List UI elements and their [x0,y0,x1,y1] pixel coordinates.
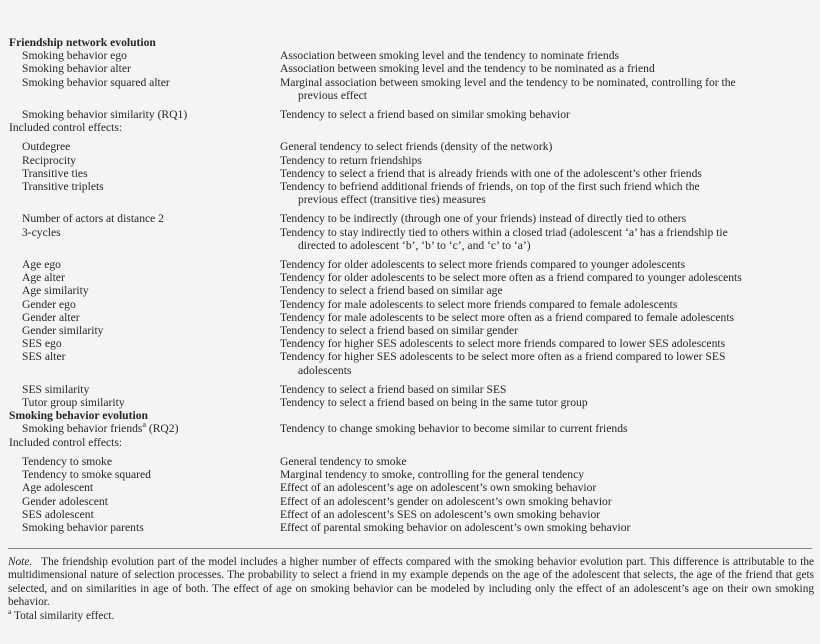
table-row [0,49,820,62]
table-section-heading-row [0,409,820,422]
table-row [0,481,820,494]
effect-description-continuation: previous effect [298,88,367,102]
effect-description: Tendency for older adolescents to be select more often as a friend compared to younger adolescents [280,271,742,285]
table-row [0,258,820,271]
effect-label: 3-cycles [22,225,61,239]
effect-label: SES ego [22,337,62,351]
footnote-text: Total similarity effect. [11,609,115,622]
effect-label: Included control effects: [9,121,123,135]
table-row [0,383,820,396]
effect-description: Effect of parental smoking behavior on adolescent’s own smoking behavior [280,520,631,534]
effect-label: Included control effects: [9,435,123,449]
table-body [0,36,820,534]
effect-label: Smoking behavior alter [22,62,131,76]
note-label: Note. [8,556,33,568]
effect-description: General tendency to select friends (density of the network) [280,140,553,154]
effect-description: Tendency for older adolescents to select more friends compared to younger adolescents [280,258,686,272]
effect-description: Tendency to select a friend based on being in the same tutor group [280,396,588,410]
effect-description: Association between smoking level and the tendency to be nominated as a friend [280,62,655,76]
effect-description-continuation: directed to adolescent ‘b’, ‘b’ to ‘c’, and ‘c’ to ‘a’) [298,238,531,252]
effect-label: Gender adolescent [22,494,108,508]
table-row [0,212,820,225]
effect-label: Gender alter [22,310,80,324]
effect-label: Outdegree [22,140,71,154]
table-row [0,271,820,284]
effect-description [280,121,814,134]
table-row [0,284,820,297]
table-row [0,140,820,153]
effect-label: SES alter [22,350,66,364]
table-note [8,556,814,623]
effect-label: Smoking behavior squared alter [22,75,170,89]
table-row [0,495,820,508]
effect-label: Age similarity [22,284,89,298]
effect-description: Tendency to return friendships [280,153,422,167]
effect-description: Tendency to select a friend based on similar age [280,284,503,298]
table-row [0,76,820,102]
effect-label: Age adolescent [22,481,94,495]
effect-label: Reciprocity [22,153,77,167]
effect-description: Association between smoking level and the tendency to nominate friends [280,49,620,63]
effect-description [280,436,814,449]
footnote [8,606,814,623]
table-section-heading-row [0,36,820,49]
effect-label: Age alter [22,271,65,285]
effect-label: Smoking behavior similarity (RQ1) [22,108,188,122]
effect-description: Tendency to select a friend based on similar smoking behavior [280,108,570,122]
table-row [0,350,820,376]
effect-label: Tendency to smoke squared [22,468,151,482]
effect-label: Gender similarity [22,324,104,338]
effect-label: SES adolescent [22,507,94,521]
table-row [0,521,820,534]
effect-label: Number of actors at distance 2 [22,212,164,226]
effect-description: Tendency for higher SES adolescents to select more friends compared to lower SES adolescents [280,337,726,351]
table-row [0,436,820,449]
effect-description: Tendency to select a friend based on similar gender [280,324,519,338]
table-row [0,167,820,180]
effect-description: Tendency to select a friend based on similar SES [280,382,507,396]
effect-label: Age ego [22,258,61,272]
effect-description [280,36,814,49]
table-bottom-rule [8,548,812,549]
effect-label: Tutor group similarity [22,396,125,410]
effect-label: Smoking behavior ego [22,49,127,63]
table-row [0,121,820,134]
effect-description: Tendency for male adolescents to be select more often as a friend compared to female adolescents [280,310,735,324]
effect-description: Effect of an adolescent’s age on adolescent’s own smoking behavior [280,481,597,495]
effect-description-continuation: previous effect (transitive ties) measures [298,193,486,207]
table-row [0,154,820,167]
effect-label: Transitive ties [22,166,88,180]
effect-description: Effect of an adolescent’s SES on adolescent’s own smoking behavior [280,507,601,521]
effect-description: Marginal tendency to smoke, controlling for the general tendency [280,468,585,482]
table-row [0,455,820,468]
effect-label: Gender ego [22,297,76,311]
effect-description: Tendency to change smoking behavior to become similar to current friends [280,422,628,436]
table-row [0,226,820,252]
section-heading-label: Smoking behavior evolution [9,409,148,423]
effect-description: Tendency for male adolescents to select more friends compared to female adolescents [280,297,678,311]
table-row [0,311,820,324]
table-row [0,324,820,337]
effect-description: Tendency for higher SES adolescents to be select more often as a friend compared to lower SES adolescents [280,350,814,376]
effect-description-continuation: adolescents [298,363,352,377]
section-heading-label: Friendship network evolution [9,36,156,49]
footnote-marker: a [8,606,12,616]
table-row [0,422,820,435]
footnote-ref-icon: a [142,420,146,430]
effect-label: Smoking behavior friends$^a$ (RQ2) [22,420,179,436]
effect-description: Tendency to be indirectly (through one of your friends) instead of directly tied to others [280,212,687,226]
effect-label: Transitive triplets [22,180,104,194]
table-row [0,337,820,350]
table-row [0,468,820,481]
table-row [0,180,820,206]
effect-label: SES similarity [22,382,90,396]
table-row [0,298,820,311]
table-row [0,396,820,409]
effect-description: Marginal association between smoking level and the tendency to be nominated, controlling for the previous effect [280,76,814,102]
note-text: The friendship evolution part of the model includes a higher number of effects compared with the smoking behavior evolution part. This difference is attributable to the multidimensional nature of selection processes. The probability to select a friend in my example depends on the age of the adolescent that selects, the age of the friend that gets selected, and on similarities in age of both. The effect of age on smoking behavior can be modeled by including only the effect of an adolescent’s age on their own smoking behavior. [8,556,814,609]
effect-label: Smoking behavior parents [22,520,144,534]
effect-description: Effect of an adolescent’s gender on adolescent’s own smoking behavior [280,494,612,508]
table-row [0,62,820,75]
table-row [0,108,820,121]
effect-description: General tendency to smoke [280,454,407,468]
effect-description: Tendency to select a friend that is already friends with one of the adolescent’s other friends [280,166,702,180]
effect-description: Tendency to stay indirectly tied to others within a closed triad (adolescent ‘a’ has a friendship tie directed to adolescent ‘b’, ‘b’ to ‘c’, and ‘c’ to ‘a’) [280,226,814,252]
effect-description [280,409,814,422]
effect-description: Tendency to befriend additional friends of friends, on top of the first such friend which the previous effect (transitive ties) measures [280,180,814,206]
table-row [0,508,820,521]
effect-label: Tendency to smoke [22,454,112,468]
